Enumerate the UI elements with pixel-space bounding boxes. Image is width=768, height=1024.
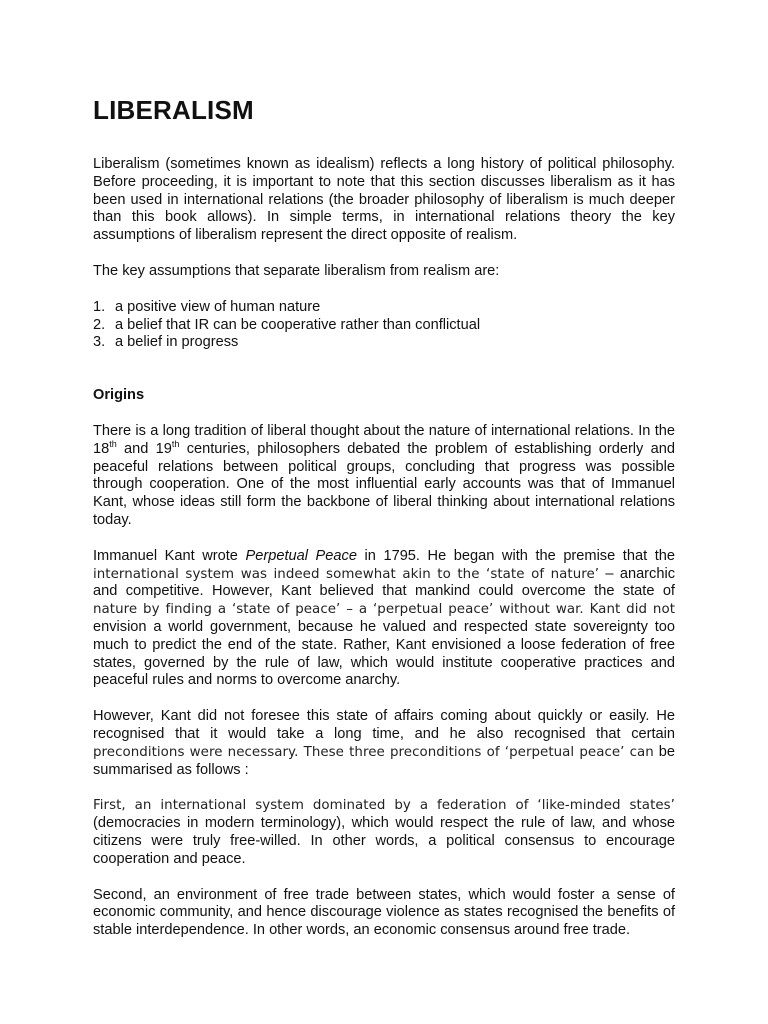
text-run: centuries, philosophers debated the problem of establishing orderly and peaceful relations between political groups, concluding that progress was possible through cooperation. One of the most influential early accounts was that of Immanuel Kant, whose ideas still form the backbone of liberal thinking about international relations today. (93, 440, 675, 528)
however-paragraph (93, 708, 675, 779)
assumptions-lead: The key assumptions that separate liberalism from realism are: (93, 262, 500, 279)
text-run: envision a world government, because he valued and respected state sovereignty too much to predict the end of the state. Rather, Kant envisioned a loose federation of free states, governed by the rule of law, which would institute cooperative practices and peaceful rules and norms to overcome anarchy. (93, 618, 675, 689)
list-item (93, 334, 675, 352)
text-run: However, Kant did not foresee this state of affairs coming about quickly or easily. He recognised that it would take a long time, and he also recognised that certain (93, 708, 675, 742)
spacer (93, 690, 675, 708)
list-text: a positive view of human nature (115, 298, 321, 315)
list-text: a belief in progress (115, 334, 239, 351)
text-run: and 19 (116, 440, 172, 457)
origins-paragraph (93, 423, 675, 530)
list-number: 3. (93, 334, 106, 351)
first-paragraph (93, 797, 675, 868)
text-run: (democracies in modern terminology), which would respect the rule of law, and whose citizens were truly free-willed. In other words, a political consensus to encourage cooperation and peace. (93, 815, 675, 867)
text-run: There is a long tradition of liberal thought about the nature of international relations. In the 18 (93, 422, 675, 457)
text-run: be summarised as follows : (93, 743, 675, 778)
section-heading-origins: Origins (93, 387, 145, 404)
list-item (93, 317, 675, 335)
spacer (93, 530, 675, 548)
text-run: Immanuel Kant wrote (93, 547, 246, 564)
list-item (93, 299, 675, 317)
spacer (93, 869, 675, 887)
document-page (93, 96, 675, 940)
text-run: First, an international system dominated by a federation of ‘like-minded states’ (93, 798, 675, 814)
list-text: a belief that IR can be cooperative rather than conflictual (115, 316, 481, 333)
superscript: th (171, 438, 180, 449)
kant-paragraph (93, 548, 675, 690)
list-number: 1. (93, 298, 106, 315)
text-run: – anarchic and competitive. However, Kant believed that mankind could overcome the state of (93, 565, 675, 600)
text-run: preconditions were necessary. These three preconditions of ‘perpetual peace’ can (93, 744, 654, 760)
intro-paragraph: Liberalism (sometimes known as idealism) reflects a long history of political philosophy. Before proceeding, it is important to note that this section discusses liberalism as it has been used in international relations (the broader philosophy of liberalism is much deeper than this book allows). In simple terms, in international relations theory the key assumptions of liberalism represent the direct opposite of realism. (93, 156, 675, 244)
spacer (93, 779, 675, 797)
text-run: international system was indeed somewhat akin to the ‘state of nature’ (93, 566, 600, 582)
text-run: nature by finding a ‘state of peace’ – a ‘perpetual peace’ without war. Kant did not (93, 602, 675, 618)
text-run: in 1795. He began with the premise that the (356, 547, 675, 564)
list-number: 2. (93, 316, 106, 333)
spacer (93, 245, 675, 263)
superscript: th (109, 438, 117, 449)
assumptions-list (93, 299, 675, 352)
page-title: LIBERALISM (93, 95, 254, 125)
second-paragraph: Second, an environment of free trade between states, which would foster a sense of economic community, and hence discourage violence as states recognised the benefits of stable interdependence. In other words, an economic consensus around free trade. (93, 886, 675, 939)
book-title: Perpetual Peace (245, 547, 357, 564)
